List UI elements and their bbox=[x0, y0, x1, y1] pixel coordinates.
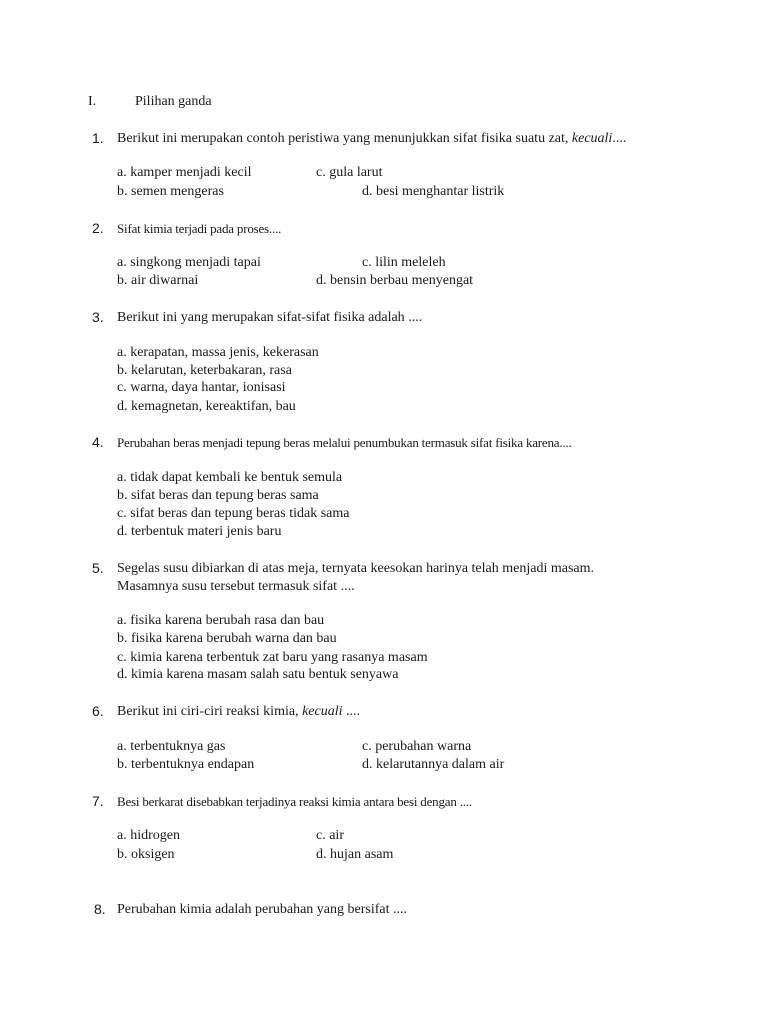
question-text: Berikut ini merupakan contoh peristiwa yang menunjukkan sifat fisika suatu zat, kecuali.... bbox=[117, 131, 627, 146]
section-numeral: I. bbox=[88, 94, 97, 109]
emphasis-text: kecuali bbox=[302, 704, 343, 719]
option-c: c. kimia karena terbentuk zat baru yang rasanya masam bbox=[117, 650, 428, 665]
question-number: 2. bbox=[92, 220, 104, 236]
option-a: a. singkong menjadi tapai bbox=[117, 255, 261, 270]
option-b: b. kelarutan, keterbakaran, rasa bbox=[117, 363, 292, 378]
option-d: d. hujan asam bbox=[316, 847, 394, 862]
question-number: 3. bbox=[92, 309, 104, 325]
option-b: b. terbentuknya endapan bbox=[117, 757, 255, 772]
option-b: b. semen mengeras bbox=[117, 184, 224, 199]
question-text-continued: Masamnya susu tersebut termasuk sifat .... bbox=[117, 579, 355, 594]
option-b: b. oksigen bbox=[117, 847, 175, 862]
option-d: d. bensin berbau menyengat bbox=[316, 273, 474, 288]
question-number: 5. bbox=[92, 560, 104, 576]
option-a: a. hidrogen bbox=[117, 828, 180, 843]
question-text: Perubahan beras menjadi tepung beras melalui penumbukan termasuk sifat fisika karena.... bbox=[117, 435, 572, 450]
option-a: a. terbentuknya gas bbox=[117, 739, 226, 754]
option-a: a. tidak dapat kembali ke bentuk semula bbox=[117, 470, 343, 485]
question-number: 4. bbox=[92, 434, 104, 450]
option-d: d. besi menghantar listrik bbox=[362, 184, 505, 199]
option-c: c. warna, daya hantar, ionisasi bbox=[117, 380, 286, 395]
option-d: d. kimia karena masam salah satu bentuk senyawa bbox=[117, 667, 399, 682]
option-c: c. gula larut bbox=[316, 165, 383, 180]
question-text: Segelas susu dibiarkan di atas meja, ternyata keesokan harinya telah menjadi masam. bbox=[117, 561, 595, 576]
option-d: d. kemagnetan, kereaktifan, bau bbox=[117, 399, 296, 414]
option-a: a. kerapatan, massa jenis, kekerasan bbox=[117, 345, 319, 360]
question-number: 6. bbox=[92, 703, 104, 719]
option-b: b. sifat beras dan tepung beras sama bbox=[117, 488, 319, 503]
option-b: b. fisika karena berubah warna dan bau bbox=[117, 631, 337, 646]
option-c: c. air bbox=[316, 828, 344, 843]
question-number: 7. bbox=[92, 793, 104, 809]
question-text: Perubahan kimia adalah perubahan yang bersifat .... bbox=[117, 902, 408, 917]
question-number: 1. bbox=[92, 130, 104, 146]
option-c: c. sifat beras dan tepung beras tidak sama bbox=[117, 506, 350, 521]
question-text: Besi berkarat disebabkan terjadinya reaksi kimia antara besi dengan .... bbox=[117, 794, 472, 809]
question-text: Berikut ini ciri-ciri reaksi kimia, kecuali .... bbox=[117, 704, 360, 719]
question-text: Berikut ini yang merupakan sifat-sifat fisika adalah .... bbox=[117, 310, 423, 325]
option-d: d. kelarutannya dalam air bbox=[362, 757, 505, 772]
emphasis-text: kecuali bbox=[571, 131, 613, 146]
option-d: d. terbentuk materi jenis baru bbox=[117, 524, 282, 539]
question-number: 8. bbox=[94, 901, 106, 917]
option-a: a. kamper menjadi kecil bbox=[117, 165, 252, 180]
question-text: Sifat kimia terjadi pada proses.... bbox=[117, 221, 282, 236]
option-c: c. perubahan warna bbox=[362, 739, 472, 754]
option-c: c. lilin meleleh bbox=[362, 255, 446, 270]
option-b: b. air diwarnai bbox=[117, 273, 199, 288]
section-title: Pilihan ganda bbox=[135, 94, 212, 109]
option-a: a. fisika karena berubah rasa dan bau bbox=[117, 613, 325, 628]
